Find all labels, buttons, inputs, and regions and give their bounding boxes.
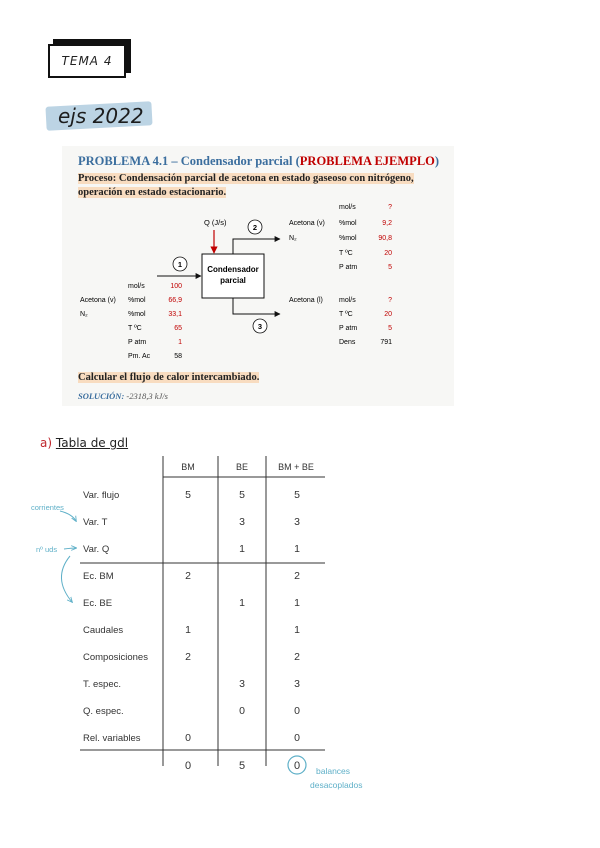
row-value: 0	[239, 705, 245, 717]
row-value: 2	[294, 651, 300, 663]
annotation-balances-1: balances	[316, 766, 351, 776]
problem-solution: SOLUCIÓN: -2318,3 kJ/s	[78, 391, 168, 401]
stream-3-line	[233, 298, 280, 314]
svg-text:%mol: %mol	[339, 235, 357, 242]
svg-text:P atm: P atm	[339, 325, 358, 332]
problem-title: PROBLEMA 4.1 – Condensador parcial (PROBLEMA EJEMPLO)	[78, 154, 440, 168]
row-value: 3	[239, 678, 245, 690]
row-value: 5	[185, 489, 191, 501]
arrow-nudos	[64, 548, 76, 549]
annotation-balances-2: desacoplados	[310, 780, 363, 790]
row-value: 0	[294, 705, 300, 717]
svg-text:20: 20	[384, 250, 392, 257]
col-header-bm: BM	[181, 462, 195, 472]
problem-description: Proceso: Condensación parcial de acetona en estado gaseoso con nitrógeno, operación en estado estacionario.	[78, 173, 414, 198]
svg-text:T ºC: T ºC	[339, 250, 353, 257]
row-label: Var. T	[83, 517, 108, 528]
svg-text:%mol: %mol	[339, 220, 357, 227]
svg-text:Acetona (v): Acetona (v)	[289, 220, 325, 227]
svg-text:mol/s: mol/s	[128, 283, 145, 290]
row-value: 1	[239, 597, 245, 609]
svg-text:100: 100	[170, 283, 182, 290]
gdl-table	[0, 448, 600, 848]
row-value: 3	[294, 516, 300, 528]
arrow-corrientes	[60, 511, 76, 521]
total-bm: 0	[184, 760, 192, 772]
svg-text:T ºC: T ºC	[339, 311, 353, 318]
svg-text:3: 3	[257, 322, 263, 331]
row-value: 1	[185, 624, 191, 636]
svg-text:65: 65	[174, 325, 182, 332]
row-label: Var. Q	[83, 544, 110, 555]
col-header-be: BE	[235, 462, 249, 472]
row-value: 2	[294, 570, 300, 582]
problem-tag: PROBLEMA EJEMPLO	[299, 154, 435, 168]
arrow-link	[61, 556, 72, 602]
svg-text:5: 5	[388, 325, 392, 332]
svg-text:mol/s: mol/s	[339, 204, 356, 211]
tema-label: TEMA 4	[48, 44, 126, 78]
annotation-corrientes: corrientes	[31, 503, 64, 512]
svg-text:33,1: 33,1	[168, 311, 182, 318]
annotation-nudos: nº uds	[36, 545, 58, 554]
svg-text:%mol: %mol	[128, 297, 146, 304]
ejs-title: ejs 2022	[58, 104, 144, 128]
svg-text:N₂: N₂	[289, 235, 297, 242]
svg-text:P atm: P atm	[339, 264, 358, 271]
svg-text:1: 1	[178, 339, 182, 346]
stream-1-table	[80, 283, 182, 360]
total-sum: 0	[293, 760, 301, 772]
svg-text:?: ?	[388, 297, 392, 304]
svg-text:Pm. Ac: Pm. Ac	[128, 353, 151, 360]
svg-text:5: 5	[388, 264, 392, 271]
col-header-total: BM + BE	[278, 462, 314, 472]
unit-label-1: Condensador	[207, 265, 259, 274]
svg-text:N₂: N₂	[80, 311, 88, 318]
svg-text:58: 58	[174, 353, 182, 360]
row-label: T. espec.	[83, 679, 122, 690]
svg-text:66,9: 66,9	[168, 297, 182, 304]
row-value: 1	[294, 624, 300, 636]
stream-3-table	[289, 297, 392, 346]
row-label: Rel. variables	[83, 733, 141, 744]
total-be: 5	[238, 760, 246, 772]
svg-text:9,2: 9,2	[382, 220, 392, 227]
svg-text:?: ?	[388, 204, 392, 211]
row-value: 5	[294, 489, 300, 501]
row-value: 3	[239, 516, 245, 528]
heat-label: Q (J/s)	[204, 218, 227, 227]
stream-2-line	[233, 239, 280, 254]
svg-text:T ºC: T ºC	[128, 325, 142, 332]
process-diagram	[62, 196, 454, 364]
svg-text:20: 20	[384, 311, 392, 318]
problem-question: Calcular el flujo de calor intercambiado.	[78, 372, 260, 383]
row-label: Caudales	[83, 625, 124, 636]
svg-text:90,8: 90,8	[378, 235, 392, 242]
svg-text:Dens: Dens	[339, 339, 356, 346]
svg-text:1: 1	[177, 260, 183, 269]
row-value: 3	[294, 678, 300, 690]
row-value: 2	[185, 651, 191, 663]
svg-text:P atm: P atm	[128, 339, 147, 346]
svg-text:%mol: %mol	[128, 311, 146, 318]
row-label: Q. espec.	[83, 706, 124, 717]
unit-label-2: parcial	[220, 276, 246, 285]
section-a-letter: a)	[40, 436, 53, 450]
svg-text:mol/s: mol/s	[339, 297, 356, 304]
row-label: Ec. BE	[83, 598, 113, 609]
problem-box	[62, 146, 454, 406]
svg-text:Acetona (v): Acetona (v)	[80, 297, 116, 304]
row-value: 0	[294, 732, 300, 744]
row-label: Composiciones	[83, 652, 148, 663]
svg-text:791: 791	[380, 339, 392, 346]
row-value: 2	[185, 570, 191, 582]
svg-text:Acetona (l): Acetona (l)	[289, 297, 323, 304]
row-value: 0	[185, 732, 191, 744]
row-value: 1	[239, 543, 245, 555]
row-label: Var. flujo	[83, 490, 120, 501]
section-a-title: Tabla de gdl	[55, 436, 129, 450]
svg-text:2: 2	[252, 223, 258, 232]
row-value: 1	[294, 597, 300, 609]
row-label: Ec. BM	[83, 571, 114, 582]
row-value: 1	[294, 543, 300, 555]
stream-2-table	[289, 204, 392, 271]
row-value: 5	[239, 489, 245, 501]
